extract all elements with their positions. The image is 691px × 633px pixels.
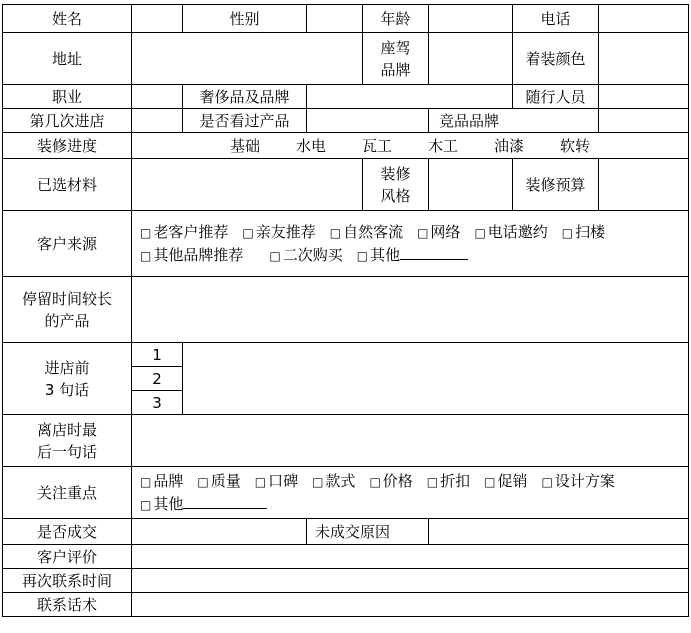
input-companion[interactable] bbox=[599, 85, 689, 109]
input-deal[interactable] bbox=[132, 519, 307, 545]
focus-other-blank[interactable] bbox=[183, 494, 267, 509]
label-focus: 关注重点 bbox=[3, 467, 132, 519]
label-competitor-brand: 竞品品牌 bbox=[429, 109, 599, 133]
focus-option-other[interactable]: □ 其他 bbox=[140, 495, 267, 513]
label-style: 装修 风格 bbox=[363, 159, 429, 211]
label-age: 年龄 bbox=[363, 5, 429, 33]
progress-step-painting[interactable]: 油漆 bbox=[494, 136, 525, 155]
label-deal: 是否成交 bbox=[3, 519, 132, 545]
input-materials[interactable] bbox=[132, 159, 363, 211]
checkbox-icon: □ bbox=[417, 225, 429, 240]
input-phone[interactable] bbox=[599, 5, 689, 33]
input-leaving-last[interactable] bbox=[132, 415, 689, 467]
checkbox-icon: □ bbox=[140, 497, 152, 512]
progress-step-plumbing[interactable]: 水电 bbox=[295, 136, 326, 155]
customer-info-table bbox=[2, 4, 689, 617]
input-car-brand[interactable] bbox=[429, 33, 513, 85]
checkbox-icon: □ bbox=[474, 225, 486, 240]
input-seen-products[interactable] bbox=[307, 109, 429, 133]
source-option-old-customer[interactable]: □ 老客户推荐 bbox=[140, 222, 229, 241]
focus-option-promotion[interactable]: □ 促销 bbox=[484, 471, 528, 490]
checkbox-icon: □ bbox=[369, 474, 381, 489]
checkbox-icon: □ bbox=[269, 248, 281, 263]
input-competitor-brand[interactable] bbox=[599, 109, 689, 133]
label-job: 职业 bbox=[3, 85, 132, 109]
input-recontact[interactable] bbox=[132, 569, 689, 593]
input-outfit-color[interactable] bbox=[599, 33, 689, 85]
label-budget: 装修预算 bbox=[513, 159, 599, 211]
checkbox-icon: □ bbox=[197, 474, 209, 489]
source-other-blank[interactable] bbox=[400, 245, 468, 260]
input-luxury-brand[interactable] bbox=[307, 85, 513, 109]
input-age[interactable] bbox=[429, 5, 513, 33]
input-reason[interactable] bbox=[429, 519, 689, 545]
label-script: 联系话术 bbox=[3, 593, 132, 617]
input-name[interactable] bbox=[132, 5, 183, 33]
input-style[interactable] bbox=[429, 159, 513, 211]
progress-step-carpentry[interactable]: 木工 bbox=[428, 136, 459, 155]
focus-options bbox=[132, 467, 689, 519]
focus-option-style[interactable]: □ 款式 bbox=[312, 471, 356, 490]
progress-steps bbox=[132, 133, 689, 159]
label-seen-products: 是否看过产品 bbox=[183, 109, 307, 133]
input-evaluation[interactable] bbox=[132, 545, 689, 569]
checkbox-icon: □ bbox=[484, 474, 496, 489]
label-companion: 随行人员 bbox=[513, 85, 599, 109]
input-visit-no[interactable] bbox=[132, 109, 183, 133]
checkbox-icon: □ bbox=[242, 225, 254, 240]
label-luxury-brand: 奢侈品及品牌 bbox=[183, 85, 307, 109]
sentence-number-1: 1 bbox=[132, 343, 183, 367]
focus-option-brand[interactable]: □ 品牌 bbox=[140, 471, 184, 490]
input-script[interactable] bbox=[132, 593, 689, 617]
source-option-repurchase[interactable]: □ 二次购买 bbox=[269, 245, 343, 264]
checkbox-icon: □ bbox=[329, 225, 342, 240]
source-options bbox=[132, 211, 689, 277]
sentence-number-2: 2 bbox=[132, 367, 183, 391]
label-visit-no: 第几次进店 bbox=[3, 109, 132, 133]
source-option-walk-in[interactable]: □ 自然客流 bbox=[329, 222, 404, 241]
source-option-other-brand[interactable]: □ 其他品牌推荐 bbox=[140, 245, 244, 264]
checkbox-icon: □ bbox=[140, 248, 152, 263]
checkbox-icon: □ bbox=[254, 474, 267, 489]
input-gender[interactable] bbox=[307, 5, 363, 33]
label-progress: 装修进度 bbox=[3, 133, 132, 159]
input-job[interactable] bbox=[132, 85, 183, 109]
input-address[interactable] bbox=[132, 33, 363, 85]
label-before-three: 进店前 3 句话 bbox=[3, 343, 132, 415]
focus-option-design[interactable]: □ 设计方案 bbox=[541, 471, 615, 490]
input-before-three[interactable] bbox=[183, 343, 689, 415]
label-car-brand: 座驾 品牌 bbox=[363, 33, 429, 85]
focus-option-discount[interactable]: □ 折扣 bbox=[426, 471, 471, 490]
progress-step-tiling[interactable]: 瓦工 bbox=[361, 136, 392, 155]
checkbox-icon: □ bbox=[312, 474, 324, 489]
label-leaving-last: 离店时最 后一句话 bbox=[3, 415, 132, 467]
focus-option-reputation[interactable]: □ 口碑 bbox=[254, 471, 299, 490]
label-materials: 已选材料 bbox=[3, 159, 132, 211]
label-source: 客户来源 bbox=[3, 211, 132, 277]
source-option-canvass[interactable]: □ 扫楼 bbox=[561, 222, 606, 241]
focus-option-price[interactable]: □ 价格 bbox=[369, 471, 413, 490]
sentence-number-3: 3 bbox=[132, 391, 183, 415]
label-gender: 性别 bbox=[183, 5, 307, 33]
checkbox-icon: □ bbox=[561, 225, 574, 240]
progress-step-soft[interactable]: 软转 bbox=[560, 136, 591, 155]
source-option-other[interactable]: □ 其他 bbox=[357, 246, 468, 264]
label-reason: 未成交原因 bbox=[307, 519, 429, 545]
checkbox-icon: □ bbox=[140, 225, 152, 240]
checkbox-icon: □ bbox=[356, 248, 369, 263]
source-option-friends[interactable]: □ 亲友推荐 bbox=[242, 222, 316, 241]
label-outfit-color: 着装颜色 bbox=[513, 33, 599, 85]
checkbox-icon: □ bbox=[140, 474, 152, 489]
label-long-stay: 停留时间较长 的产品 bbox=[3, 277, 132, 343]
source-option-online[interactable]: □ 网络 bbox=[417, 222, 461, 241]
progress-step-foundation[interactable]: 基础 bbox=[229, 136, 260, 155]
focus-option-quality[interactable]: □ 质量 bbox=[197, 471, 241, 490]
input-budget[interactable] bbox=[599, 159, 689, 211]
source-option-phone-invite[interactable]: □ 电话邀约 bbox=[474, 222, 548, 241]
input-long-stay[interactable] bbox=[132, 277, 689, 343]
label-name: 姓名 bbox=[3, 5, 132, 33]
checkbox-icon: □ bbox=[541, 474, 553, 489]
label-phone: 电话 bbox=[513, 5, 599, 33]
checkbox-icon: □ bbox=[426, 474, 439, 489]
label-address: 地址 bbox=[3, 33, 132, 85]
label-evaluation: 客户评价 bbox=[3, 545, 132, 569]
label-recontact: 再次联系时间 bbox=[3, 569, 132, 593]
